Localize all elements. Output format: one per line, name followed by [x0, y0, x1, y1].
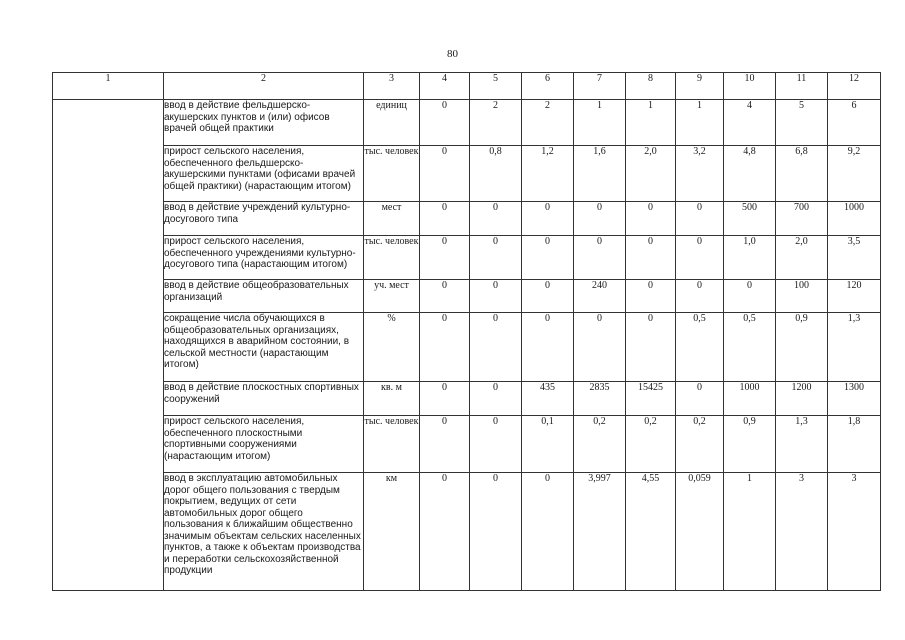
value-cell: 1	[574, 100, 626, 146]
table-row	[53, 313, 881, 382]
value-cell: 1,3	[776, 416, 828, 473]
table-row	[53, 473, 881, 591]
value-cell: 0	[470, 280, 522, 313]
unit-cell: км	[364, 473, 420, 591]
value-cell: 0	[626, 202, 676, 236]
value-cell: 0,5	[676, 313, 724, 382]
column-header: 8	[626, 73, 676, 100]
value-cell: 2	[522, 100, 574, 146]
value-cell: 15425	[626, 382, 676, 416]
value-cell: 6,8	[776, 146, 828, 202]
value-cell: 1200	[776, 382, 828, 416]
table-row	[53, 280, 881, 313]
value-cell: 2,0	[776, 236, 828, 280]
value-cell: 0,9	[724, 416, 776, 473]
column-header: 2	[164, 73, 364, 100]
column-header: 12	[828, 73, 881, 100]
value-cell: 0	[470, 236, 522, 280]
unit-cell: мест	[364, 202, 420, 236]
value-cell: 0,059	[676, 473, 724, 591]
table-row	[53, 202, 881, 236]
value-cell: 0	[420, 100, 470, 146]
value-cell: 0	[420, 202, 470, 236]
value-cell: 1,3	[828, 313, 881, 382]
column-header: 7	[574, 73, 626, 100]
value-cell: 0	[676, 382, 724, 416]
indicator-cell: ввод в эксплуатацию автомобильных дорог общего пользования с твердым покрытием, ведущих от сети автомобильных дорог общего пользования к ближайшим общественно значимым объектам сельских населенных пунктов, а также к объектам производства и переработки сельскохозяйственной продукции	[164, 473, 364, 591]
value-cell: 0	[470, 473, 522, 591]
value-cell: 0	[470, 416, 522, 473]
value-cell: 3	[828, 473, 881, 591]
value-cell: 0	[420, 146, 470, 202]
value-cell: 0	[420, 236, 470, 280]
value-cell: 0	[522, 280, 574, 313]
value-cell: 1300	[828, 382, 881, 416]
indicator-cell: прирост сельского населения, обеспеченного учреждениями культурно-досугового типа (нарастающим итогом)	[164, 236, 364, 280]
value-cell: 1	[724, 473, 776, 591]
value-cell: 0	[626, 313, 676, 382]
column-header: 10	[724, 73, 776, 100]
value-cell: 0	[522, 202, 574, 236]
value-cell: 500	[724, 202, 776, 236]
column-header: 1	[53, 73, 164, 100]
header-row	[53, 73, 881, 100]
table-row	[53, 416, 881, 473]
value-cell: 4,55	[626, 473, 676, 591]
value-cell: 0	[470, 202, 522, 236]
unit-cell: уч. мест	[364, 280, 420, 313]
indicator-cell: ввод в действие учреждений культурно-досугового типа	[164, 202, 364, 236]
value-cell: 0,5	[724, 313, 776, 382]
value-cell: 0	[574, 236, 626, 280]
indicator-table	[52, 72, 881, 591]
value-cell: 3,997	[574, 473, 626, 591]
page-number: 80	[447, 48, 458, 60]
value-cell: 0,8	[470, 146, 522, 202]
value-cell: 0,9	[776, 313, 828, 382]
value-cell: 0	[626, 280, 676, 313]
value-cell: 0	[574, 313, 626, 382]
column-header: 5	[470, 73, 522, 100]
value-cell: 3,5	[828, 236, 881, 280]
unit-cell: тыс. человек	[364, 416, 420, 473]
value-cell: 9,2	[828, 146, 881, 202]
value-cell: 0,2	[626, 416, 676, 473]
value-cell: 1,0	[724, 236, 776, 280]
value-cell: 0	[676, 280, 724, 313]
indicator-cell: прирост сельского населения, обеспеченного фельдшерско-акушерскими пунктами (офисами врачей общей практики) (нарастающим итогом)	[164, 146, 364, 202]
value-cell: 0,2	[574, 416, 626, 473]
value-cell: 6	[828, 100, 881, 146]
indicator-cell: ввод в действие общеобразовательных организаций	[164, 280, 364, 313]
table-row	[53, 100, 881, 146]
indicator-cell: сокращение числа обучающихся в общеобразовательных организациях, находящихся в аварийном состоянии, в сельской местности (нарастающим итогом)	[164, 313, 364, 382]
value-cell: 100	[776, 280, 828, 313]
value-cell: 4	[724, 100, 776, 146]
column-header: 11	[776, 73, 828, 100]
value-cell: 0	[420, 313, 470, 382]
value-cell: 0	[420, 280, 470, 313]
value-cell: 120	[828, 280, 881, 313]
value-cell: 0	[522, 236, 574, 280]
value-cell: 1	[676, 100, 724, 146]
value-cell: 240	[574, 280, 626, 313]
value-cell: 1	[626, 100, 676, 146]
unit-cell: тыс. человек	[364, 146, 420, 202]
unit-cell: кв. м	[364, 382, 420, 416]
value-cell: 1,2	[522, 146, 574, 202]
value-cell: 0	[470, 313, 522, 382]
value-cell: 3,2	[676, 146, 724, 202]
value-cell: 0	[676, 202, 724, 236]
indicator-cell: ввод в действие фельдшерско-акушерских пунктов и (или) офисов врачей общей практики	[164, 100, 364, 146]
value-cell: 1000	[724, 382, 776, 416]
value-cell: 0	[420, 382, 470, 416]
section-cell	[53, 100, 164, 591]
unit-cell: %	[364, 313, 420, 382]
column-header: 3	[364, 73, 420, 100]
value-cell: 0	[420, 473, 470, 591]
value-cell: 5	[776, 100, 828, 146]
value-cell: 0	[522, 473, 574, 591]
value-cell: 0	[470, 382, 522, 416]
unit-cell: тыс. человек	[364, 236, 420, 280]
value-cell: 0,1	[522, 416, 574, 473]
unit-cell: единиц	[364, 100, 420, 146]
value-cell: 0	[522, 313, 574, 382]
value-cell: 1,8	[828, 416, 881, 473]
indicator-cell: прирост сельского населения, обеспеченного плоскостными спортивными сооружениями (нарастающим итогом)	[164, 416, 364, 473]
indicator-cell: ввод в действие плоскостных спортивных сооружений	[164, 382, 364, 416]
value-cell: 0	[724, 280, 776, 313]
value-cell: 0	[626, 236, 676, 280]
table-row	[53, 146, 881, 202]
value-cell: 0	[574, 202, 626, 236]
value-cell: 3	[776, 473, 828, 591]
value-cell: 700	[776, 202, 828, 236]
column-header: 4	[420, 73, 470, 100]
value-cell: 4,8	[724, 146, 776, 202]
value-cell: 0,2	[676, 416, 724, 473]
value-cell: 2,0	[626, 146, 676, 202]
column-header: 9	[676, 73, 724, 100]
value-cell: 0	[676, 236, 724, 280]
value-cell: 2835	[574, 382, 626, 416]
value-cell: 2	[470, 100, 522, 146]
table-row	[53, 236, 881, 280]
column-header: 6	[522, 73, 574, 100]
value-cell: 435	[522, 382, 574, 416]
table-row	[53, 382, 881, 416]
value-cell: 1000	[828, 202, 881, 236]
value-cell: 1,6	[574, 146, 626, 202]
value-cell: 0	[420, 416, 470, 473]
